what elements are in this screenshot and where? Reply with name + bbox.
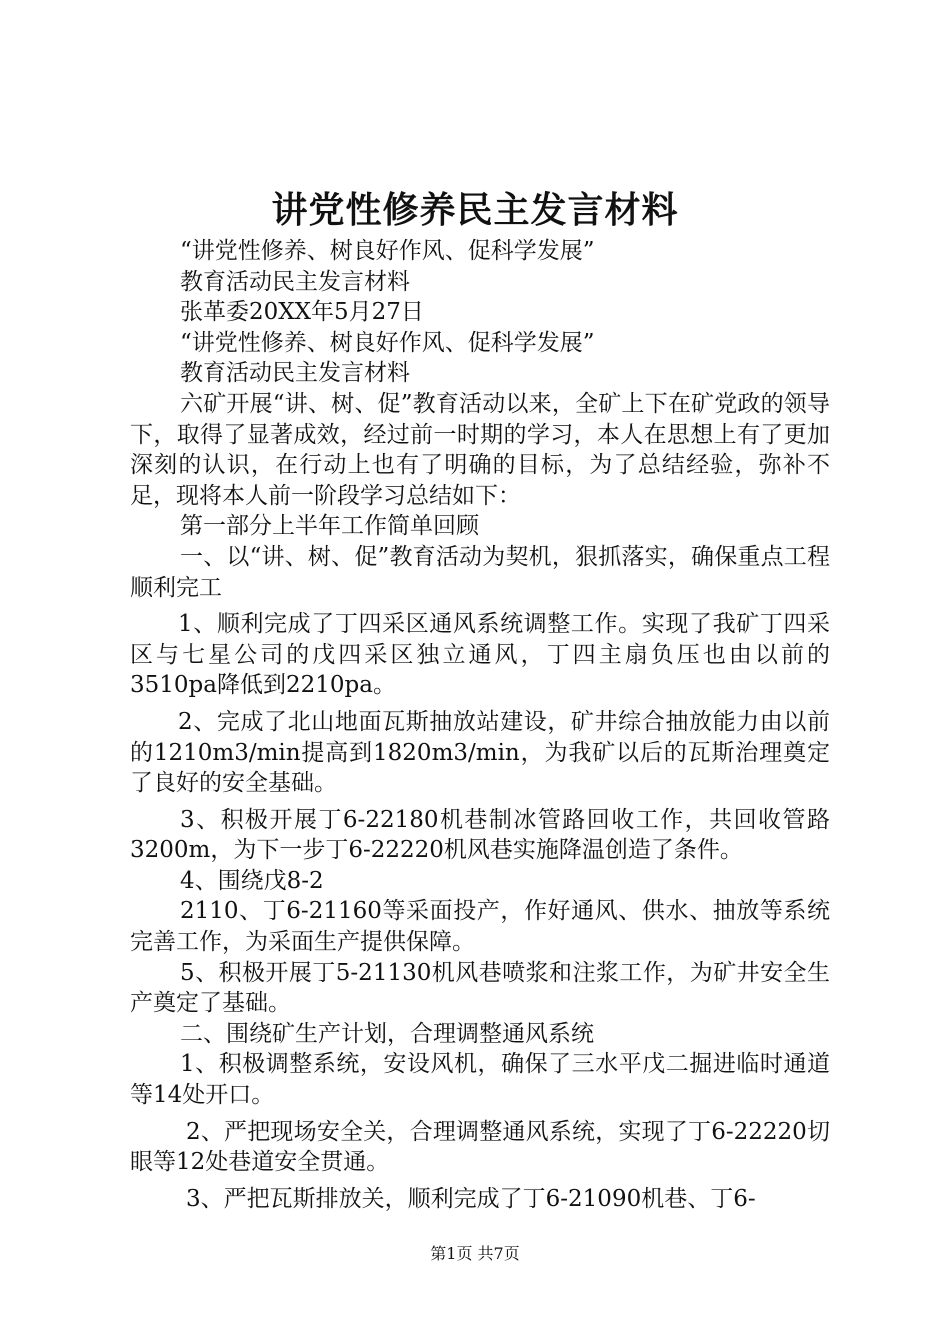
section-heading: 二、围绕矿生产计划，合理调整通风系统 bbox=[180, 1020, 594, 1047]
document-body bbox=[130, 236, 830, 1214]
list-item: 2、严把现场安全关，合理调整通风系统，实现了丁6-22220切眼等12处巷道安全贯通。 bbox=[130, 1118, 830, 1176]
list-item: 1、顺利完成了丁四采区通风系统调整工作。实现了我矿丁四采区与七星公司的戊四采区独立通风，丁四主扇负压也由以前的3510pa降低到2210pa。 bbox=[130, 611, 830, 699]
page-footer: 第1页 共7页 bbox=[430, 1244, 520, 1263]
paragraph: 六矿开展“讲、树、促”教育活动以来，全矿上下在矿党政的领导下，取得了显著成效，经过前一时期的学习，本人在思想上有了更加深刻的认识，在行动上也有了明确的目标，为了总结经验，弥补不足，现将本人前一阶段学习总结如下： bbox=[130, 390, 830, 509]
paragraph: “讲党性修养、树良好作风、促科学发展” bbox=[180, 238, 595, 264]
paragraph: 教育活动民主发言材料 bbox=[180, 360, 410, 387]
list-item: 5、积极开展丁5-21130机风巷喷浆和注浆工作，为矿井安全生产奠定了基础。 bbox=[130, 959, 830, 1017]
section-heading: 一、以“讲、树、促”教育活动为契机，狠抓落实，确保重点工程顺利完工 bbox=[130, 543, 830, 601]
list-item: 3、积极开展丁6-22180机巷制冰管路回收工作，共回收管路3200m，为下一步丁6-22220机风巷实施降温创造了条件。 bbox=[130, 806, 830, 864]
paragraph: 教育活动民主发言材料 bbox=[180, 268, 410, 295]
paragraph: “讲党性修养、树良好作风、促科学发展” bbox=[180, 329, 595, 356]
list-item: 1、积极调整系统，安设风机，确保了三水平戊二掘进临时通道等14处开口。 bbox=[130, 1051, 830, 1109]
document-title: 讲党性修养民主发言材料 bbox=[271, 189, 679, 231]
list-item: 2110、丁6-21160等采面投产，作好通风、供水、抽放等系统完善工作，为采面生产提供保障。 bbox=[130, 898, 830, 956]
section-heading: 第一部分上半年工作简单回顾 bbox=[180, 513, 479, 540]
paragraph: 张革委20XX年5月27日 bbox=[180, 299, 424, 326]
list-item: 2、完成了北山地面瓦斯抽放站建设，矿井综合抽放能力由以前的1210m3/min提高到1820m3/min，为我矿以后的瓦斯治理奠定了良好的安全基础。 bbox=[130, 708, 830, 797]
list-item: 4、围绕戊8-2 bbox=[180, 867, 324, 894]
list-item: 3、严把瓦斯排放关，顺利完成了丁6-21090机巷、丁6- bbox=[186, 1185, 756, 1212]
